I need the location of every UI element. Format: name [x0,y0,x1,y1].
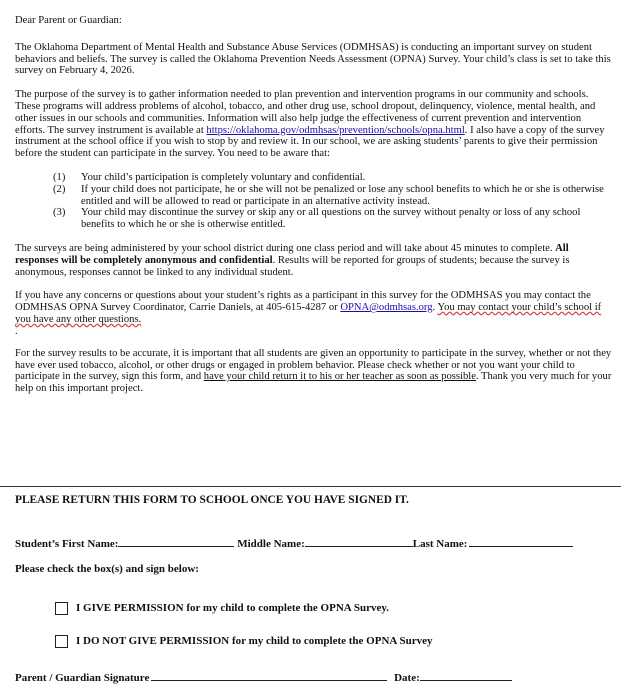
first-name-label: Student’s First Name: [15,538,119,550]
school-contact-note: You may contact your child’s school if you have any other questions. [15,302,602,325]
deny-permission-checkbox[interactable] [55,635,68,648]
date-field[interactable] [420,670,512,681]
purpose-paragraph [15,89,613,160]
contact-email-link[interactable]: OPNA@odmhsas.org [340,302,433,314]
signature-label: Parent / Guardian Signature [15,672,150,684]
greeting: Dear Parent or Guardian: [15,15,122,26]
check-instruction: Please check the box(s) and sign below: [15,563,199,575]
administration-paragraph: The surveys are being administered by your school district during one class period and will take about 45 minutes to complete. All responses will be completely anonymous and confidential. Results will be reported for groups of students; because the survey is anonymous, responses cannot be linked to any individual student. [15,242,570,278]
middle-name-label: Middle Name: [237,538,305,550]
last-name-field[interactable] [469,536,573,547]
intro-paragraph: The Oklahoma Department of Mental Health and Substance Abuse Services (ODMHSAS) is conducting an important survey on student behaviors and beliefs. The survey is called the Oklahoma Prevention Needs Assessment (OPNA) Survey. Your child’s class is set to take this survey on February 4, 2026. [15,41,611,77]
contact-paragraph: If you have any concerns or questions about your student’s rights as a participant in this survey for the ODMHSAS you may contact the ODMHSAS OPNA Survey Coordinator, Carrie Daniels, at 405-615-4287 or OPNA@odmhsas.org. You may contact your child’s school if you have any other questions. [15,290,602,325]
list-item: (2) If your child does not participate, he or she will not be penalized or lose any school benefits to which he or she is otherwise entitled and will be allowed to read or participate in an alternative activity instead. [53,183,604,207]
student-name-row [15,536,573,551]
deny-permission-label: I DO NOT GIVE PERMISSION for my child to complete the OPNA Survey [76,634,433,647]
return-title: PLEASE RETURN THIS FORM TO SCHOOL ONCE YOU HAVE SIGNED IT. [15,494,409,506]
purpose-text: The purpose of the survey is to gather information needed to plan prevention and intervention programs in our community and schools. These programs will address problems of alcohol, tobacco, and other drug use, school dropout, delinquency, violence, mental health, and other issues in our schools and communities. Information will also help judge the effectiveness of current prevention and intervention efforts. The survey instrument is available at [15,89,596,136]
signature-field[interactable] [151,670,387,681]
deny-permission-option[interactable] [55,635,433,648]
give-permission-label: I GIVE PERMISSION for my child to complete the OPNA Survey. [76,601,389,614]
purpose-text-cont: . I also have a copy of the survey instrument at the school office if you wish to stop by and review it. In our school, we are asking students’ parents to give their permission before the student can participate in the survey. You need to be aware that: [15,124,605,160]
accuracy-paragraph: For the survey results to be accurate, it is important that all students are given an opportunity to participate in the survey, whether or not they have ever used tobacco, alcohol, or other drugs or engaged in problem behavior. Please check whether or not you want your child to participate in the survey, sign this form, and have your child return it to his or her teacher as soon as possible. Thank you very much for your help on this important project. [15,347,612,395]
date-label: Date: [394,672,420,684]
return-instruction: have your child return it to his or her teacher as soon as possible [203,371,476,383]
anonymity-statement: All responses will be completely anonymous and confidential [15,242,569,266]
signature-row [15,670,512,685]
section-divider [0,486,621,487]
give-permission-option[interactable] [55,602,389,615]
list-item: (1) Your child’s participation is completely voluntary and confidential. [53,171,366,183]
list-item: (3) Your child may discontinue the survey or skip any or all questions on the survey without penalty or loss of any school benefits to which he or she is otherwise entitled. [53,207,581,231]
first-name-field[interactable] [118,536,234,547]
last-name-label: Last Name: [412,538,468,550]
give-permission-checkbox[interactable] [55,602,68,615]
letter-body [15,15,613,407]
conditions-list [15,172,613,231]
survey-instrument-link[interactable]: https://oklahoma.gov/odmhsas/prevention/schools/opna.html [206,124,465,136]
middle-name-field[interactable] [305,536,413,547]
stray-dot: . [15,325,18,337]
